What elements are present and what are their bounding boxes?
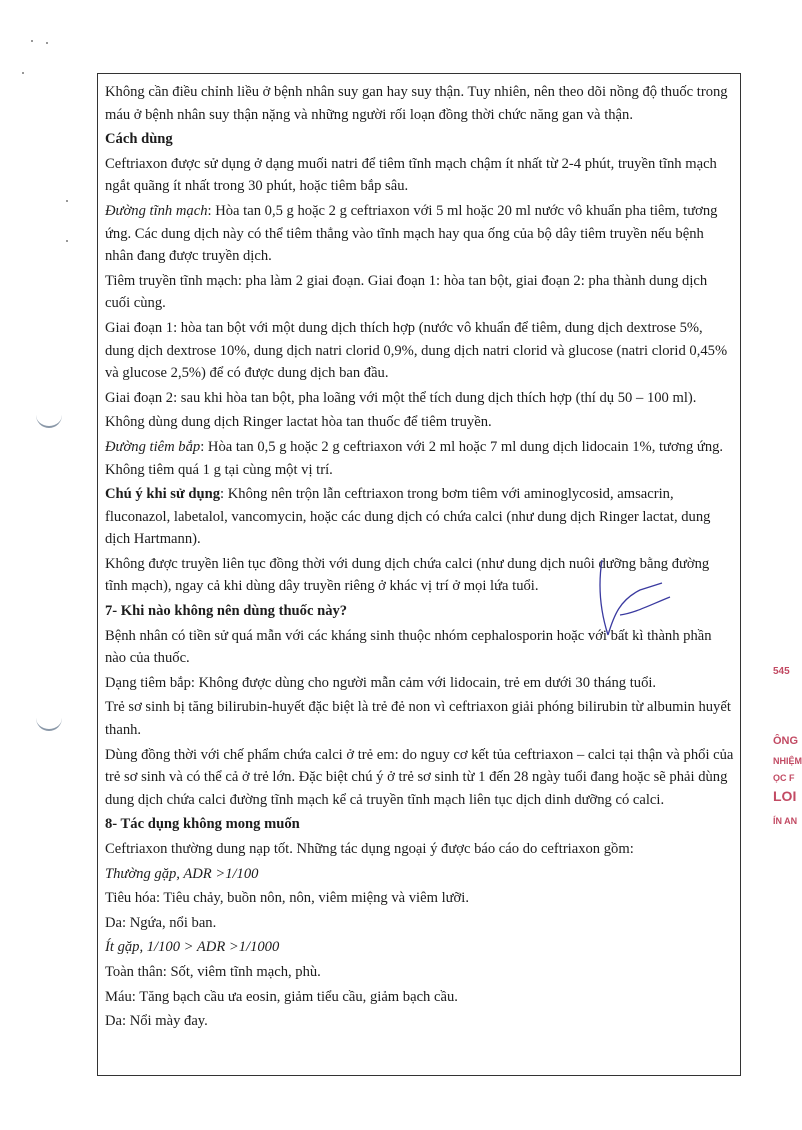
scan-speck <box>22 72 24 74</box>
paragraph-text: : Hòa tan 0,5 g hoặc 2 g ceftriaxon với 5 ml hoặc 20 ml nước vô khuẩn pha tiêm, tương ứng. Các dung dịch này có thể tiêm thẳng vào tĩnh mạch hay qua ống của bộ dây tiêm truyền nếu bệnh nhân đang được truyền dịch. <box>105 202 718 265</box>
paragraph-lead: Chú ý khi sử dụng <box>105 486 221 503</box>
paragraph-text: Trẻ sơ sinh bị tăng bilirubin-huyết đặc biệt là trẻ đẻ non vì ceftriaxon giải phóng bilirubin từ albumin huyết thanh. <box>105 699 731 739</box>
paragraph-text: Giai đoạn 2: sau khi hòa tan bột, pha loãng với một thể tích dung dịch thích hợp (thí dụ 50 – 100 ml). <box>105 389 697 406</box>
scan-speck <box>46 42 48 44</box>
paragraph-text: 8- Tác dụng không mong muốn <box>105 816 300 833</box>
body-paragraph <box>105 81 734 126</box>
paragraph-text: Máu: Tăng bạch cầu ưa eosin, giảm tiểu cầu, giảm bạch cầu. <box>105 988 458 1005</box>
paragraph-text: Không được truyền liên tục đồng thời với dung dịch chứa calci (như dung dịch nuôi dưỡng bằng đường tĩnh mạch), ngay cả khi dùng dây truyền riêng ở khác vị trí ở mọi lứa tuổi. <box>105 555 710 595</box>
stamp-text: ÍN AN <box>773 816 798 826</box>
body-paragraph <box>105 887 734 910</box>
paragraph-text: : Không nên trộn lẫn ceftriaxon trong bơm tiêm với aminoglycosid, amsacrin, fluconazol, labetalol, vancomycin, hoặc các dung dịch có chứa calci (như dung dịch Ringer lactat, dung dịch Hartmann). <box>105 486 711 548</box>
paragraph-text: Giai đoạn 1: hòa tan bột với một dung dịch thích hợp (nước vô khuẩn để tiêm, dung dịch dextrose 5%, dung dịch dextrose 10%, dung dịch natri clorid 0,9%, dung dịch natri clorid và glucose (natri clorid 0,45% và glucose 2,5%) để có được dung dịch ban đầu. <box>105 319 728 382</box>
paragraph-text: Da: Nổi mày đay. <box>105 1013 208 1030</box>
paragraph-text: Cách dùng <box>105 131 173 148</box>
body-paragraph <box>105 744 734 812</box>
paragraph-text: Da: Ngứa, nổi ban. <box>105 914 217 931</box>
body-paragraph <box>105 672 734 695</box>
paragraph-text: Thường gặp, ADR >1/100 <box>105 865 259 882</box>
paragraph-lead: Đường tĩnh mạch <box>105 202 208 219</box>
body-paragraph <box>105 838 734 861</box>
paragraph-text: Tiêm truyền tĩnh mạch: pha làm 2 giai đoạn. Giai đoạn 1: hòa tan bột, giai đoạn 2: pha thành dung dịch cuối cùng. <box>105 272 708 312</box>
stamp-text: 545 <box>773 666 790 677</box>
body-paragraph <box>105 483 734 551</box>
scan-speck <box>31 40 33 42</box>
body-paragraph <box>105 912 734 935</box>
body-paragraph <box>105 863 734 886</box>
section-heading <box>105 128 734 151</box>
paragraph-text: Ít gặp, 1/100 > ADR >1/1000 <box>105 939 280 956</box>
punch-hole-mark <box>36 412 62 428</box>
body-paragraph <box>105 317 734 385</box>
stamp-text: ÔNG <box>773 735 799 747</box>
paragraph-lead: Đường tiêm bắp <box>105 438 201 455</box>
body-paragraph <box>105 936 734 959</box>
body-paragraph <box>105 986 734 1009</box>
paragraph-text: Ceftriaxon thường dung nạp tốt. Những tác dụng ngoại ý được báo cáo do ceftriaxon gồm: <box>105 841 634 857</box>
punch-hole-mark <box>36 715 62 731</box>
body-paragraph <box>105 411 734 434</box>
paragraph-text: Ceftriaxon được sử dụng ở dạng muối natri để tiêm tĩnh mạch chậm ít nhất từ 2-4 phút, truyền tĩnh mạch ngắt quãng ít nhất trong 30 phút, hoặc tiêm bắp sâu. <box>105 155 717 195</box>
stamp-text: LOI <box>773 788 797 804</box>
body-paragraph <box>105 270 734 315</box>
stamp-text: ỌC F <box>773 773 795 783</box>
signature-mark <box>580 555 690 645</box>
body-paragraph <box>105 153 734 198</box>
body-paragraph <box>105 436 734 481</box>
paragraph-text: Tiêu hóa: Tiêu chảy, buồn nôn, nôn, viêm miệng và viêm lưỡi. <box>105 890 469 907</box>
paragraph-text: Bệnh nhân có tiền sử quá mẫn với các kháng sinh thuộc nhóm cephalosporin hoặc với bất kì thành phần nào của thuốc. <box>105 627 712 667</box>
section-heading <box>105 813 734 836</box>
paragraph-text: Dạng tiêm bắp: Không được dùng cho người mẫn cảm với lidocain, trẻ em dưới 30 tháng tuổi. <box>105 674 657 691</box>
scan-speck <box>66 200 68 202</box>
paragraph-text: Dùng đồng thời với chế phẩm chứa calci ở trẻ em: do nguy cơ kết tủa ceftriaxon – calci tại thận và phổi của trẻ sơ sinh và có thể cả ở trẻ lớn. Đặc biệt chú ý ở trẻ sơ sinh từ 1 đến 28 ngày tuổi đang hoặc sẽ phải dùng dung dịch chứa calci đường tĩnh mạch kể cả truyền tĩnh mạch liên tục dịch dinh dưỡng có calci. <box>105 746 734 808</box>
paragraph-text: : Hòa tan 0,5 g hoặc 2 g ceftriaxon với 2 ml hoặc 7 ml dung dịch lidocain 1%, tương ứng. Không tiêm quá 1 g tại cùng một vị trí. <box>105 438 724 478</box>
scan-speck <box>66 240 68 242</box>
paragraph-text: 7- Khi nào không nên dùng thuốc này? <box>105 603 348 620</box>
body-paragraph <box>105 961 734 984</box>
body-paragraph <box>105 200 734 268</box>
paragraph-text: Không dùng dung dịch Ringer lactat hòa tan thuốc để tiêm truyền. <box>105 414 492 431</box>
stamp-text: NHIỆM <box>773 756 802 766</box>
body-paragraph <box>105 387 734 410</box>
paragraph-text: Toàn thân: Sốt, viêm tĩnh mạch, phù. <box>105 963 321 980</box>
body-paragraph <box>105 1010 734 1033</box>
paragraph-text: Không cần điều chỉnh liều ở bệnh nhân suy gan hay suy thận. Tuy nhiên, nên theo dõi nồng độ thuốc trong máu ở bệnh nhân suy thận nặng và những người rối loạn đồng thời chức năng gan và thận. <box>105 84 728 123</box>
body-paragraph <box>105 696 734 741</box>
